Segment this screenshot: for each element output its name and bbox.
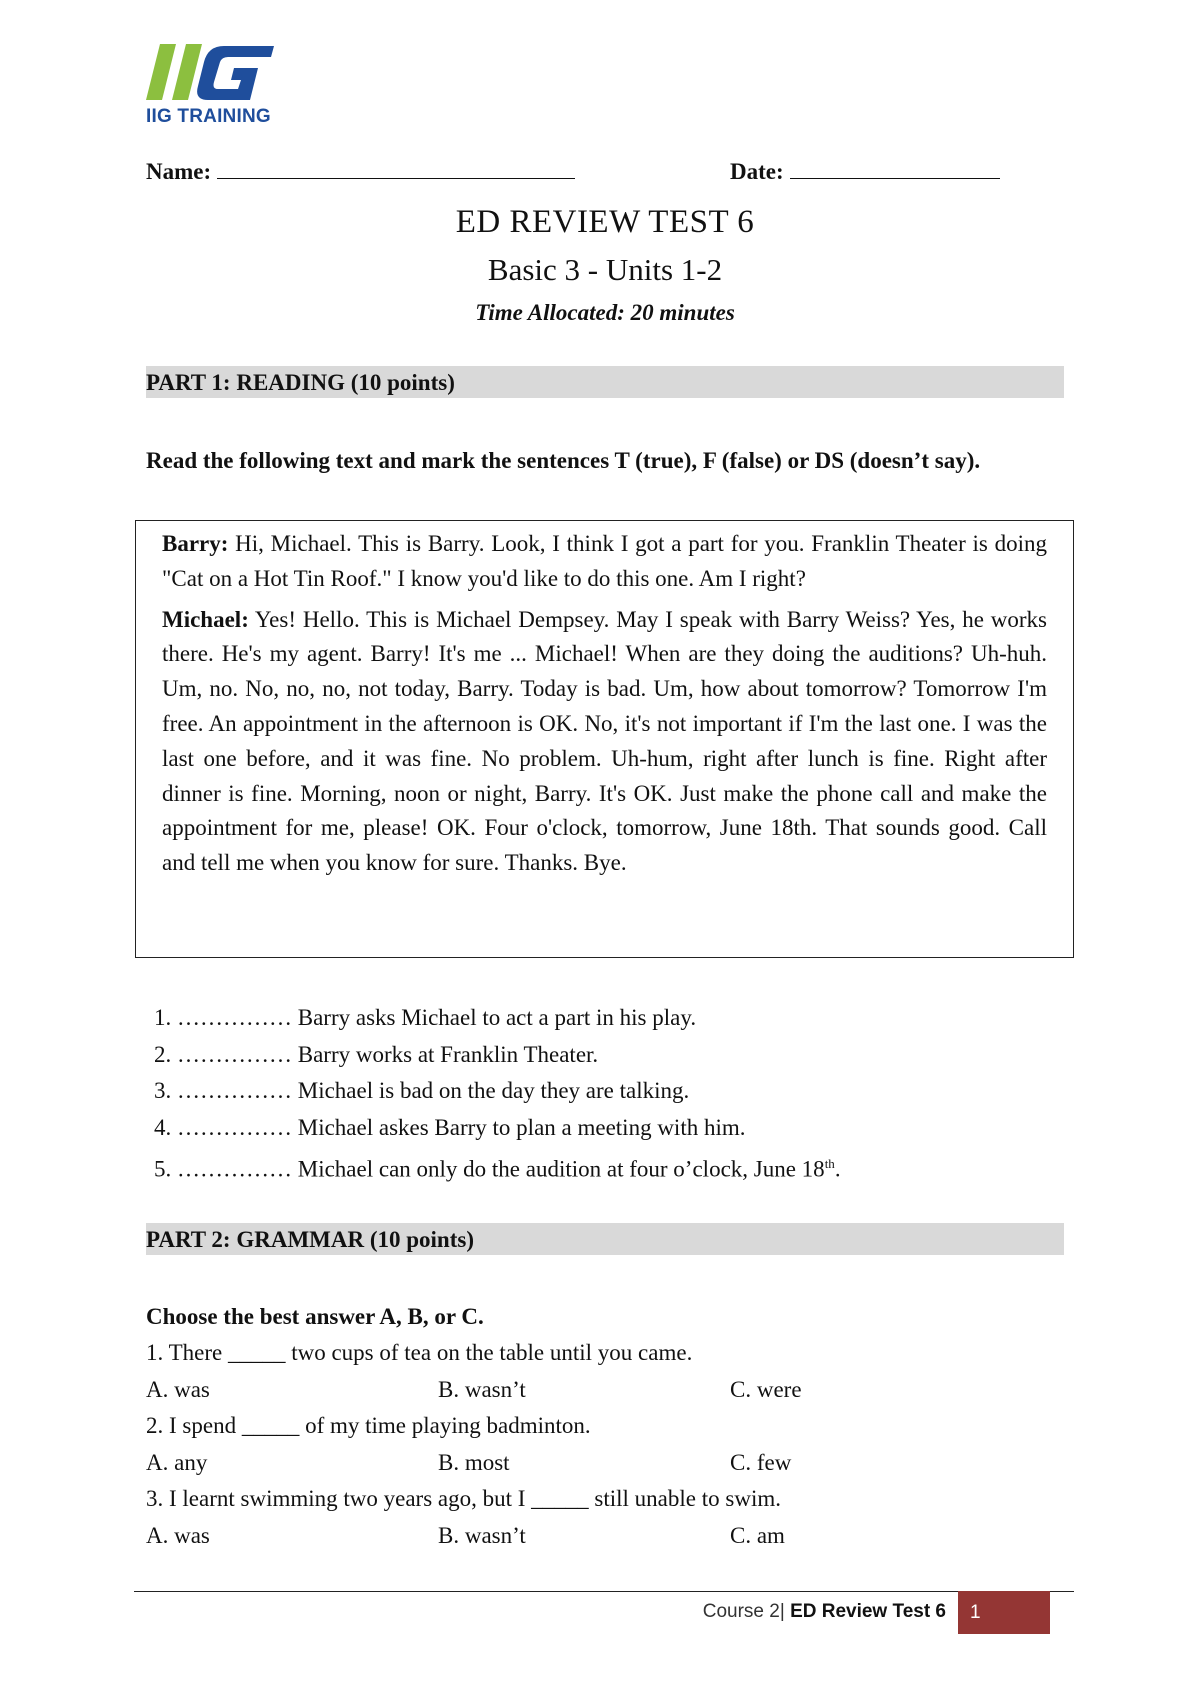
speaker-barry: Barry: [162,531,229,556]
footer-divider [134,1591,1074,1592]
page-number: 1 [958,1591,1050,1634]
date-label: Date: [730,159,784,184]
footer-test-name: ED Review Test 6 [790,1601,946,1622]
part1-heading: PART 1: READING (10 points) [146,366,1064,398]
name-label: Name: [146,159,212,184]
name-blank[interactable] [217,156,575,179]
date-blank[interactable] [790,156,1000,179]
grammar-questions [146,1335,1062,1555]
passage-paragraph-michael [162,603,1047,881]
statement-2[interactable]: 2. …………… Barry works at Franklin Theater. [154,1041,599,1067]
test-subtitle: Basic 3 - Units 1-2 [487,252,723,287]
q2-option-c[interactable]: C. few [730,1449,792,1475]
iig-logo [146,44,276,134]
iig-logo-mark [146,44,276,106]
logo-text: IIG TRAINING [146,106,271,127]
time-allocated: Time Allocated: 20 minutes [475,300,735,325]
speaker-michael: Michael: [162,606,249,632]
michael-text: Yes! Hello. This is Michael Dempsey. May I speak with Barry Weiss? Yes, he works there. He's my agent. Barry! It's me ... Michael! When are they doing the auditions? Uh-huh. Um, no. No, no, no, not today, Barry. Today is bad. Um, how about tomorrow? Tomorrow I'm free. An appointment in the afternoon is OK. No, it's not important if I'm the last one. I was the last one before, and it was fine. No problem. Uh-hum, right after lunch is fine. Right after dinner is fine. Morning, noon or night, Barry. It's OK. Just make the phone call and make the appointment for me, please! OK. Four o'clock, tomorrow, June 18th. That sounds good. Call and tell me when you know for sure. Thanks. Bye. [162,606,1047,876]
true-false-list [154,1000,1054,1189]
q1-option-c[interactable]: C. were [730,1376,802,1402]
question-1: 1. There _____ two cups of tea on the table until you came. [146,1340,693,1365]
question-3-options [146,1518,1062,1555]
statement-5-text: 5. …………… Michael can only do the audition at four o’clock, June 18 [154,1157,825,1183]
statement-4[interactable]: 4. …………… Michael askes Barry to plan a meeting with him. [154,1114,746,1140]
q1-option-b[interactable]: B. wasn’t [438,1376,526,1402]
q3-option-a[interactable]: A. was [146,1522,210,1548]
statement-5[interactable] [154,1146,1054,1188]
footer-course: Course 2| [702,1601,785,1622]
question-1-options [146,1372,1062,1409]
part1-instruction: Read the following text and mark the sentences T (true), F (false) or DS (doesn’t say). [146,448,981,473]
q2-option-a[interactable]: A. any [146,1449,208,1475]
statement-1[interactable]: 1. …………… Barry asks Michael to act a part in his play. [154,1005,697,1030]
name-field[interactable] [146,156,575,185]
test-title: ED REVIEW TEST 6 [455,204,755,240]
statement-5-end: . [834,1157,841,1183]
statement-5-sup: th [824,1156,835,1172]
q3-option-b[interactable]: B. wasn’t [438,1522,526,1548]
question-3: 3. I learnt swimming two years ago, but I _____ still unable to swim. [146,1486,781,1512]
part2-heading: PART 2: GRAMMAR (10 points) [146,1223,1064,1255]
reading-passage [135,520,1074,958]
q3-option-c[interactable]: C. am [730,1522,785,1548]
q1-option-a[interactable]: A. was [146,1376,210,1402]
q2-option-b[interactable]: B. most [438,1449,510,1475]
question-2-options [146,1445,1062,1482]
part2-instruction: Choose the best answer A, B, or C. [146,1304,484,1329]
statement-3[interactable]: 3. …………… Michael is bad on the day they are talking. [154,1078,690,1104]
question-2: 2. I spend _____ of my time playing badminton. [146,1413,591,1439]
date-field[interactable] [730,156,1000,185]
barry-text: Hi, Michael. This is Barry. Look, I think I got a part for you. Franklin Theater is doing "Cat on a Hot Tin Roof." I know you'd like to do this one. Am I right? [162,531,1047,591]
passage-paragraph-barry [162,527,1047,597]
footer-text [703,1601,946,1623]
